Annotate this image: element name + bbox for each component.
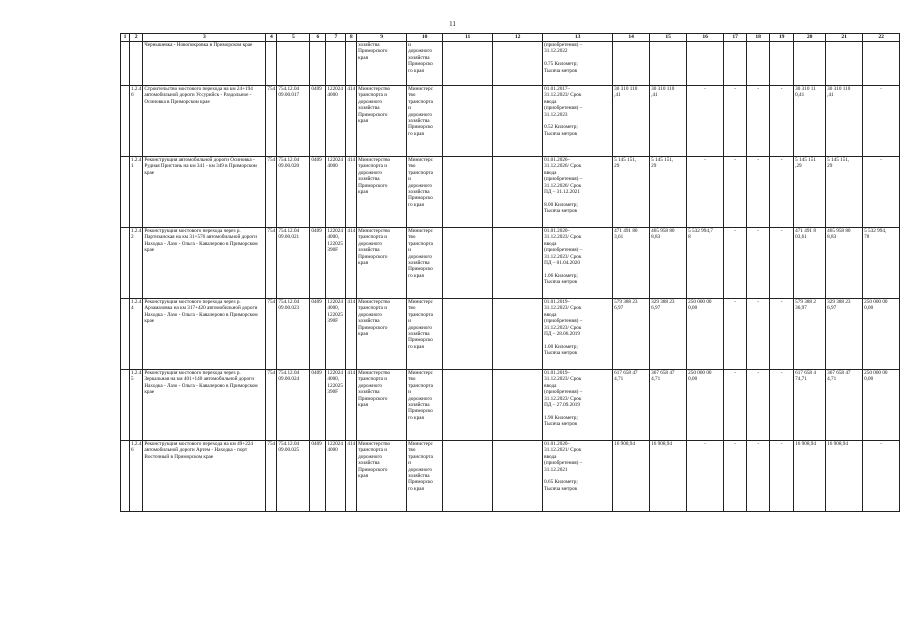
cell-object-name: Реконструкция мостового перехода на км 49+224 автомобильной дороги Артем - Находка - порт Восточный в Приморском крае xyxy=(143,441,266,512)
cell-col-12 xyxy=(493,441,543,512)
cell-target-article: 754.12.04 09.00.025 xyxy=(277,441,310,512)
cell-col-12 xyxy=(493,86,543,157)
column-number: 2 xyxy=(130,34,143,42)
column-number: 9 xyxy=(357,34,407,42)
cell-total-cost xyxy=(613,42,650,86)
cell-col-11 xyxy=(443,370,493,441)
cell-col-11 xyxy=(443,42,493,86)
cell-target-article: 754.12.04 09.00.020 xyxy=(277,157,310,228)
cell-object-name: Реконструкция мостового перехода через р. Арзамазовка на км 317+420 автомобильной дороги Находка - Лазо - Ольга - Кавалерово в Приморском крае xyxy=(143,299,266,370)
cell-col-18 xyxy=(747,42,770,86)
cell-funds-other: - xyxy=(687,157,724,228)
column-number: 1 xyxy=(121,34,130,42)
cell-year-2022: 465 958 80 8,83 xyxy=(826,228,863,299)
cell-col-17: - xyxy=(724,441,747,512)
cell-year-2022 xyxy=(826,42,863,86)
cell-col-17: - xyxy=(724,157,747,228)
column-number: 19 xyxy=(770,34,794,42)
cell-period-capacity: 01.01.2026– 31.12.2026/ Срок ввода (приобретения) – 31.12.2026/ Срок ПД – 31.12.2021 8.00 Километр; Тысяча метров xyxy=(543,157,613,228)
cell-col-19: - xyxy=(770,441,794,512)
cell-year-2021: 579 388 2 36,97 xyxy=(794,299,826,370)
cell-total-cost: 471 491 80 3,61 xyxy=(613,228,650,299)
cell-responsible: Министерс тво транспорта и дорожного хозяйства Приморско го края xyxy=(407,299,443,370)
cell-year-2022: 329 388 23 6,97 xyxy=(826,299,863,370)
cell-target-article: 754.12.04 09.00.023 xyxy=(277,299,310,370)
cell-year-2021: 471 491 8 03,61 xyxy=(794,228,826,299)
cell-responsible: Министерс тво транспорта и дорожного хозяйства Приморско го края xyxy=(407,370,443,441)
cell-article-code: 122024 4000, 122025 390F xyxy=(326,370,346,441)
cell-target-article: 754.12.04 09.00.021 xyxy=(277,228,310,299)
column-number: 10 xyxy=(407,34,443,42)
cell-row-number xyxy=(121,370,130,441)
cell-col-17: - xyxy=(724,86,747,157)
cell-funds-total: 465 958 80 8,83 xyxy=(650,228,687,299)
column-number-row xyxy=(121,34,900,42)
page-number: 11 xyxy=(449,20,456,28)
column-number: 5 xyxy=(277,34,310,42)
cell-year-2021 xyxy=(794,42,826,86)
cell-col-12 xyxy=(493,370,543,441)
cell-funds-other: - xyxy=(687,441,724,512)
cell-gov-code: 754 xyxy=(266,86,277,157)
cell-row-number xyxy=(121,42,130,86)
cell-year-2023: 250 000 00 0,00 xyxy=(863,370,900,441)
cell-article-code: 122024 4000, 122025 390F xyxy=(326,299,346,370)
cell-gov-code: 754 xyxy=(266,299,277,370)
cell-year-2021: 30 310 11 0,41 xyxy=(794,86,826,157)
table-row xyxy=(121,42,900,86)
cell-year-2023 xyxy=(863,42,900,86)
cell-gov-code: 754 xyxy=(266,157,277,228)
cell-expense-type: 414 xyxy=(346,370,357,441)
cell-customer: Министерство транспорта и дорожного хозяйства Приморского края xyxy=(357,299,407,370)
cell-row-number xyxy=(121,157,130,228)
cell-year-2022: 5 145 151, 29 xyxy=(826,157,863,228)
cell-object-name: Чернышевка - Новопокровка в Приморском крае xyxy=(143,42,266,86)
cell-item-code: 1.2.4 6 xyxy=(130,86,143,157)
cell-col-11 xyxy=(443,157,493,228)
cell-col-17: - xyxy=(724,228,747,299)
column-number: 7 xyxy=(326,34,346,42)
cell-col-12 xyxy=(493,157,543,228)
cell-year-2021: 16 908,94 xyxy=(794,441,826,512)
cell-customer: Министерство транспорта и дорожного хозяйства Приморского края xyxy=(357,157,407,228)
cell-target-article: 754.12.04 09.00.024 xyxy=(277,370,310,441)
cell-section-code: 0409 xyxy=(310,86,326,157)
cell-funds-other: 5 532 994,7 8 xyxy=(687,228,724,299)
cell-responsible: Министерс тво транспорта и дорожного хозяйства Приморско го края xyxy=(407,441,443,512)
cell-col-18: - xyxy=(747,228,770,299)
cell-col-19: - xyxy=(770,86,794,157)
cell-target-article: 754.12.04 09.00.017 xyxy=(277,86,310,157)
cell-col-12 xyxy=(493,299,543,370)
cell-item-code: 1.2.4 2 xyxy=(130,228,143,299)
cell-expense-type: 414 xyxy=(346,299,357,370)
cell-col-18: - xyxy=(747,86,770,157)
cell-col-11 xyxy=(443,299,493,370)
cell-item-code: 1.2.4 5 xyxy=(130,370,143,441)
cell-article-code: 122024 4000 xyxy=(326,86,346,157)
cell-funds-total: 16 908,94 xyxy=(650,441,687,512)
cell-item-code: 1.2.4 6 xyxy=(130,441,143,512)
cell-row-number xyxy=(121,299,130,370)
cell-col-12 xyxy=(493,228,543,299)
column-number: 3 xyxy=(143,34,266,42)
cell-customer: хозяйства Приморского края xyxy=(357,42,407,86)
column-number: 22 xyxy=(863,34,900,42)
cell-funds-total: 30 310 110 ,41 xyxy=(650,86,687,157)
cell-item-code xyxy=(130,42,143,86)
cell-total-cost: 579 388 23 6,97 xyxy=(613,299,650,370)
cell-funds-other xyxy=(687,42,724,86)
column-number: 16 xyxy=(687,34,724,42)
cell-year-2022: 30 310 110 ,41 xyxy=(826,86,863,157)
cell-year-2021: 617 658 4 74,71 xyxy=(794,370,826,441)
cell-customer: Министерство транспорта и дорожного хозяйства Приморского края xyxy=(357,86,407,157)
cell-col-11 xyxy=(443,441,493,512)
cell-col-19: - xyxy=(770,370,794,441)
cell-expense-type: 414 xyxy=(346,86,357,157)
cell-expense-type: 414 xyxy=(346,441,357,512)
table-row xyxy=(121,370,900,441)
cell-section-code xyxy=(310,42,326,86)
cell-row-number xyxy=(121,86,130,157)
cell-section-code: 0409 xyxy=(310,441,326,512)
table-row xyxy=(121,441,900,512)
cell-col-12 xyxy=(493,42,543,86)
column-number: 12 xyxy=(493,34,543,42)
cell-year-2022: 16 908,94 xyxy=(826,441,863,512)
column-number: 14 xyxy=(613,34,650,42)
cell-section-code: 0409 xyxy=(310,299,326,370)
cell-col-19: - xyxy=(770,157,794,228)
cell-col-17 xyxy=(724,42,747,86)
cell-item-code: 1.2.4 1 xyxy=(130,157,143,228)
cell-article-code xyxy=(326,42,346,86)
cell-article-code: 122024 4000, 122025 390F xyxy=(326,228,346,299)
cell-year-2023: - xyxy=(863,86,900,157)
cell-funds-other: - xyxy=(687,86,724,157)
cell-year-2023: - xyxy=(863,441,900,512)
cell-year-2021: 5 145 151 ,29 xyxy=(794,157,826,228)
cell-col-19: - xyxy=(770,228,794,299)
cell-gov-code: 754 xyxy=(266,441,277,512)
cell-target-article xyxy=(277,42,310,86)
cell-col-17: - xyxy=(724,370,747,441)
cell-responsible: Министерс тво транспорта и дорожного хозяйства Приморско го края xyxy=(407,157,443,228)
cell-object-name: Реконструкция мостового перехода через р. Партизанская на км 31+576 автомобильной дороги Находка - Лазо - Ольга - Кавалерово в Приморском крае xyxy=(143,228,266,299)
cell-period-capacity: 01.01.2020– 31.12.2021/ Срок ввода (приобретения) – 31.12.2021 0.65 Километр; Тысяча метров xyxy=(543,441,613,512)
cell-col-18: - xyxy=(747,370,770,441)
cell-gov-code: 754 xyxy=(266,370,277,441)
cell-period-capacity: 01.01.2020– 31.12.2023/ Срок ввода (приобретения) – 31.12.2023/ Срок ПД – 01.04.2020 1.06 Километр; Тысяча метров xyxy=(543,228,613,299)
cell-col-18: - xyxy=(747,157,770,228)
cell-col-18: - xyxy=(747,299,770,370)
cell-funds-total: 367 658 47 4,71 xyxy=(650,370,687,441)
cell-expense-type xyxy=(346,42,357,86)
cell-total-cost: 5 145 151, 29 xyxy=(613,157,650,228)
table-row xyxy=(121,157,900,228)
cell-total-cost: 30 310 110 ,41 xyxy=(613,86,650,157)
cell-customer: Министерство транспорта и дорожного хозяйства Приморского края xyxy=(357,441,407,512)
cell-gov-code: 754 xyxy=(266,228,277,299)
cell-period-capacity: 01.01.2019– 31.12.2023/ Срок ввода (приобретения) – 31.12.2023/ Срок ПД – 27.09.2019 1.90 Километр; Тысяча метров xyxy=(543,370,613,441)
cell-gov-code xyxy=(266,42,277,86)
cell-row-number xyxy=(121,441,130,512)
table-row xyxy=(121,299,900,370)
column-number: 21 xyxy=(826,34,863,42)
cell-responsible: Министерс тво транспорта и дорожного хозяйства Приморско го края xyxy=(407,228,443,299)
cell-col-11 xyxy=(443,86,493,157)
cell-col-18: - xyxy=(747,441,770,512)
cell-col-19 xyxy=(770,42,794,86)
cell-funds-other: 250 000 00 0,00 xyxy=(687,370,724,441)
cell-year-2023: - xyxy=(863,157,900,228)
cell-expense-type: 414 xyxy=(346,157,357,228)
cell-year-2023: 5 532 994, 78 xyxy=(863,228,900,299)
cell-article-code: 122024 4000 xyxy=(326,441,346,512)
cell-col-11 xyxy=(443,228,493,299)
cell-section-code: 0409 xyxy=(310,157,326,228)
column-number: 8 xyxy=(346,34,357,42)
cell-year-2022: 367 658 47 4,71 xyxy=(826,370,863,441)
column-number: 15 xyxy=(650,34,687,42)
program-table xyxy=(120,33,900,512)
cell-period-capacity: 01.01.2019– 31.12.2023/ Срок ввода (приобретения) – 31.12.2023/ Срок ПД – 28.06.2019 1.00 Километр; Тысяча метров xyxy=(543,299,613,370)
cell-period-capacity: (приобретения) – 31.12.2022 0.75 Километр; Тысяча метров xyxy=(543,42,613,86)
table-row xyxy=(121,228,900,299)
cell-col-19: - xyxy=(770,299,794,370)
column-number: 20 xyxy=(794,34,826,42)
cell-col-17: - xyxy=(724,299,747,370)
column-number: 11 xyxy=(443,34,493,42)
cell-year-2023: 250 000 00 0,00 xyxy=(863,299,900,370)
cell-total-cost: 617 658 47 4,71 xyxy=(613,370,650,441)
cell-article-code: 122024 4000 xyxy=(326,157,346,228)
table-row xyxy=(121,86,900,157)
column-number: 17 xyxy=(724,34,747,42)
cell-expense-type: 414 xyxy=(346,228,357,299)
cell-row-number xyxy=(121,228,130,299)
cell-total-cost: 16 908,94 xyxy=(613,441,650,512)
cell-period-capacity: 01.01.2017– 31.12.2023/ Срок ввода (приобретения) – 31.12.2023 0.52 Километр; Тысяча метров xyxy=(543,86,613,157)
column-number: 18 xyxy=(747,34,770,42)
cell-object-name: Реконструкция мостового перехода через р. Зеркальная на км 401+140 автомобильной дороги Находка - Лазо - Ольга - Кавалерово в Приморском крае xyxy=(143,370,266,441)
cell-funds-total xyxy=(650,42,687,86)
cell-responsible: Министерс тво транспорта и дорожного хозяйства Приморско го края xyxy=(407,86,443,157)
cell-object-name: Строительство мостового перехода на км 24+194 автомобильной дороги Уссурийск - Раздольное - Осиновка в Приморском крае xyxy=(143,86,266,157)
column-number: 4 xyxy=(266,34,277,42)
column-number: 13 xyxy=(543,34,613,42)
cell-item-code: 1.2.4 4 xyxy=(130,299,143,370)
cell-responsible: и дорожного хозяйства Приморско го края xyxy=(407,42,443,86)
cell-customer: Министерство транспорта и дорожного хозяйства Приморского края xyxy=(357,228,407,299)
cell-section-code: 0409 xyxy=(310,370,326,441)
cell-funds-other: 250 000 00 0,00 xyxy=(687,299,724,370)
cell-customer: Министерство транспорта и дорожного хозяйства Приморского края xyxy=(357,370,407,441)
cell-section-code: 0409 xyxy=(310,228,326,299)
cell-funds-total: 5 145 151, 29 xyxy=(650,157,687,228)
cell-object-name: Реконструкция автомобильной дороги Осиновка - Рудная Пристань на км 341 - км 349 в Приморском крае xyxy=(143,157,266,228)
cell-funds-total: 329 388 23 6,97 xyxy=(650,299,687,370)
column-number: 6 xyxy=(310,34,326,42)
